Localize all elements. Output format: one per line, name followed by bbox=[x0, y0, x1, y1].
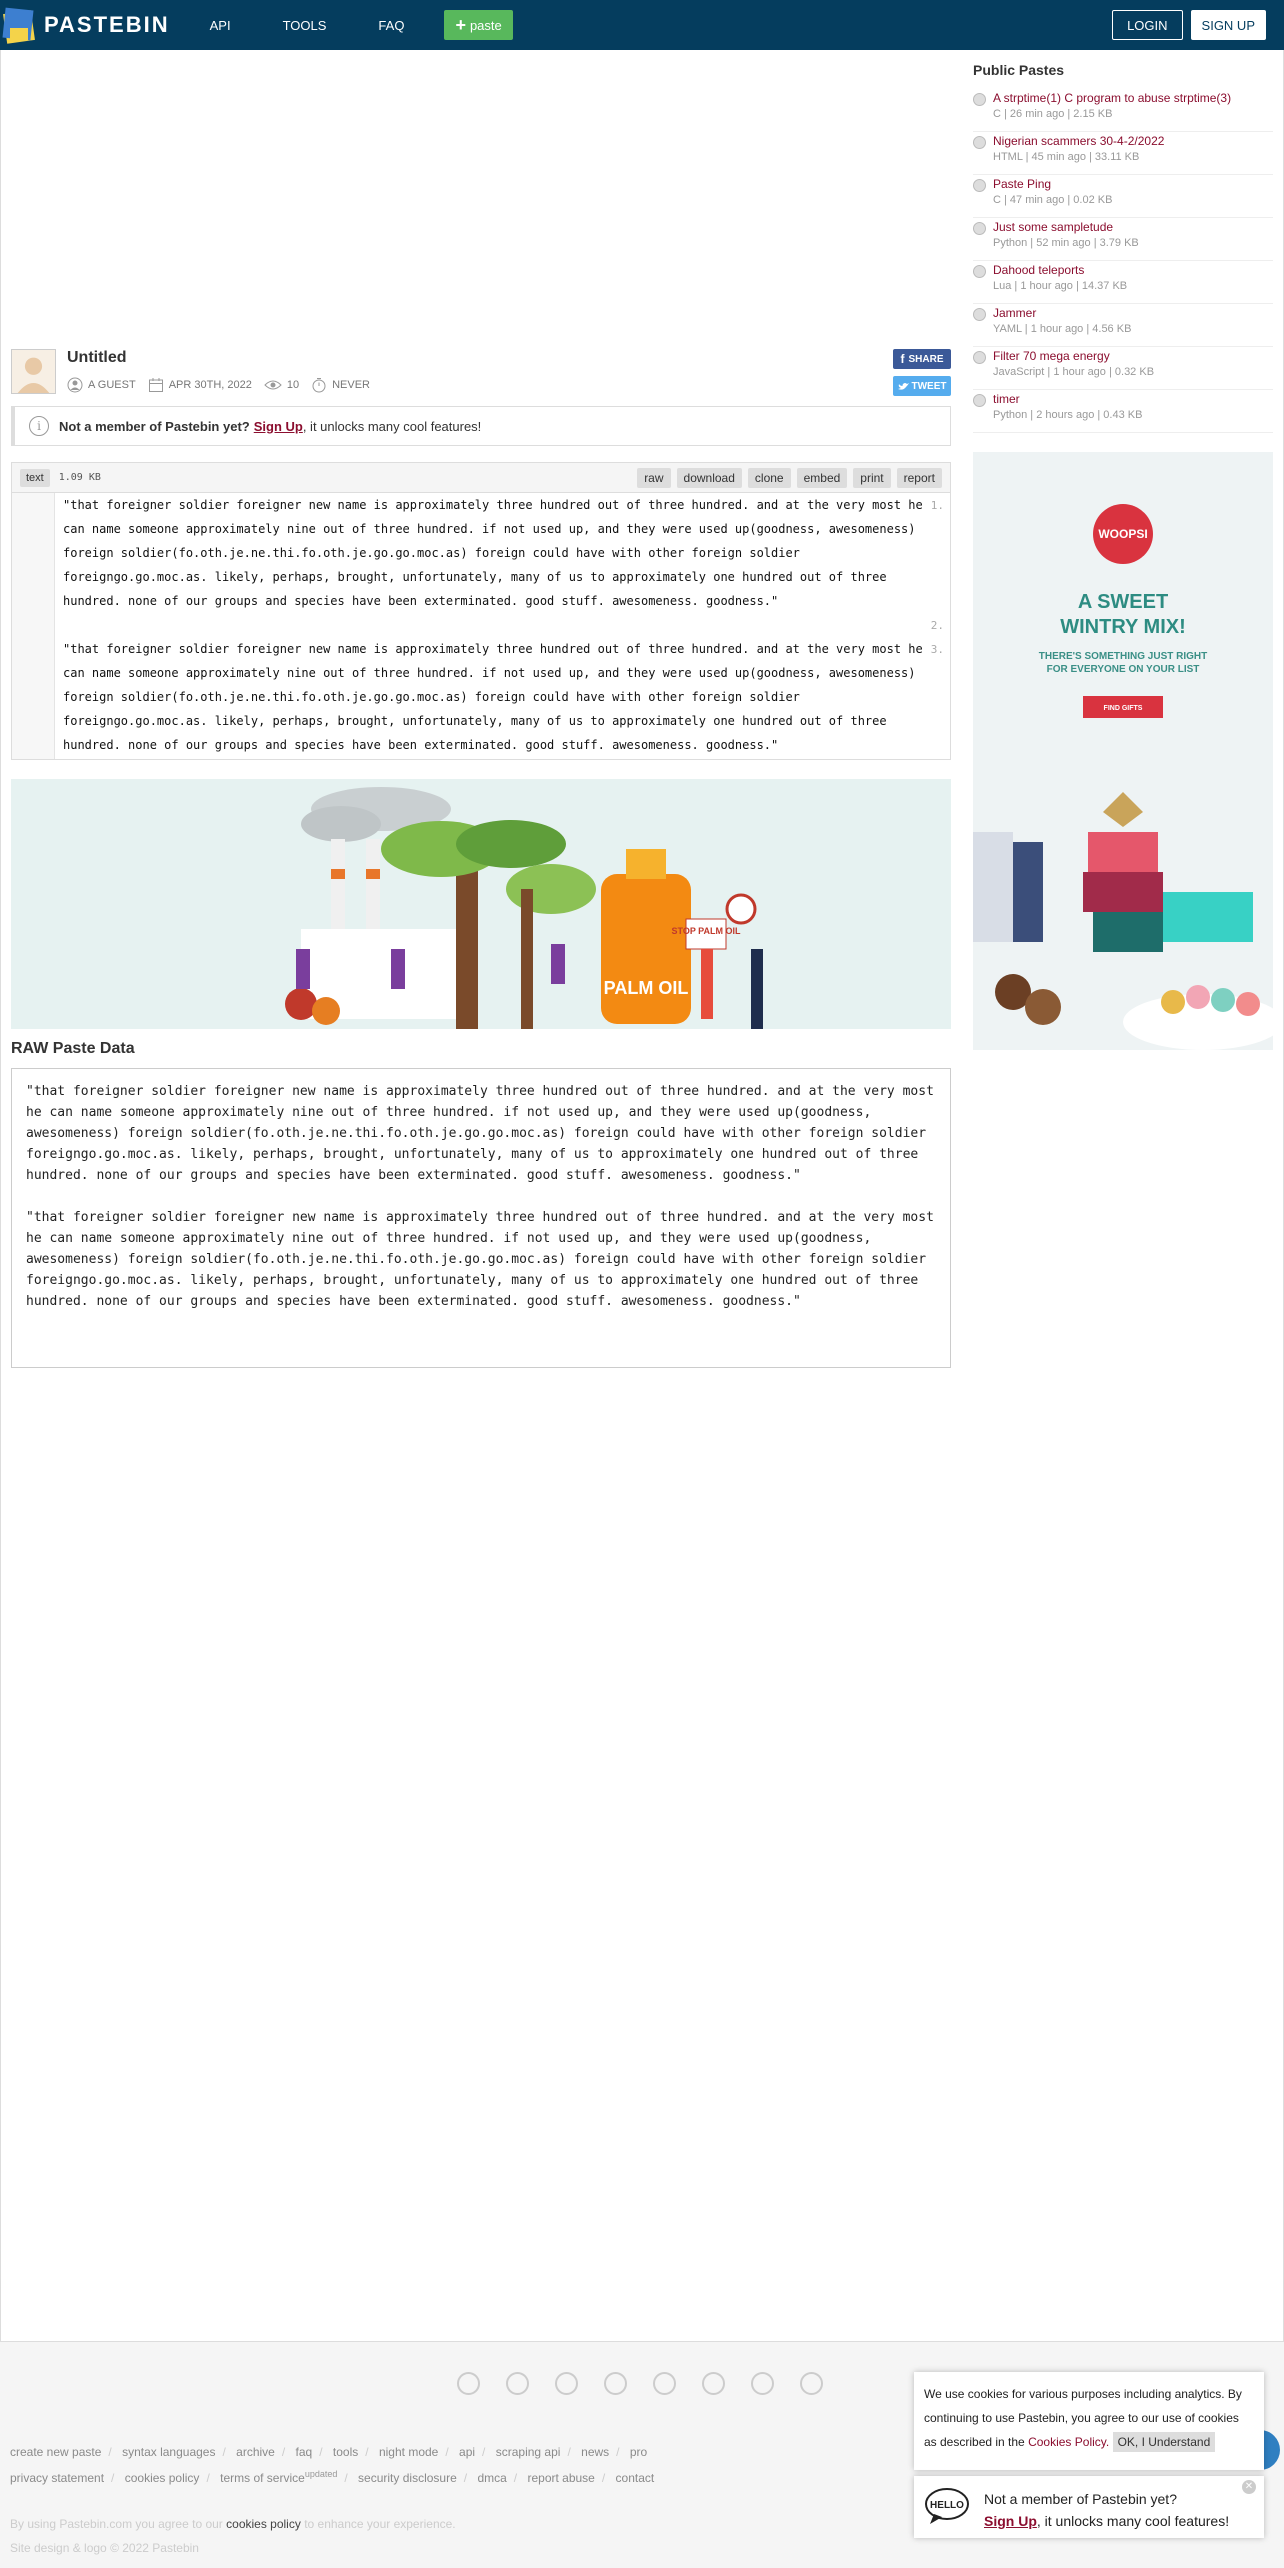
user-icon bbox=[67, 377, 83, 393]
public-pastes-list bbox=[973, 89, 1273, 433]
signup-popup bbox=[914, 2476, 1264, 2538]
logo-text: PASTEBIN bbox=[44, 12, 170, 37]
cookie-note-post: to enhance your experience. bbox=[304, 2517, 456, 2531]
ad-sub-2: FOR EVERYONE ON YOUR LIST bbox=[1046, 664, 1200, 675]
footer-links-secondary: privacy statement / cookies policy / terms of service$^{updated}$ / security disclosure / dmca / report abuse / contact bbox=[10, 2469, 655, 2485]
public-paste-link[interactable]: A strptime(1) C program to abuse strptime(3) bbox=[993, 91, 1232, 105]
footer-link[interactable]: syntax languages bbox=[122, 2445, 216, 2459]
tweet-label: TWEET bbox=[911, 380, 947, 392]
footer-link[interactable]: terms of service bbox=[220, 2471, 305, 2485]
code-body bbox=[12, 493, 950, 759]
globe-icon bbox=[973, 93, 986, 106]
new-paste-label: paste bbox=[469, 17, 502, 33]
protest-sign: STOP PALM OIL bbox=[671, 926, 741, 936]
paste-title: Untitled bbox=[67, 349, 127, 366]
ad-brand: WOOPSI bbox=[1098, 527, 1148, 541]
copyright: Site design & logo © 2022 Pastebin bbox=[10, 2541, 199, 2555]
notice-rest: , it unlocks many cool features! bbox=[302, 418, 482, 434]
signup-popup-line1: Not a member of Pastebin yet? bbox=[984, 2491, 1177, 2507]
new-paste-button[interactable] bbox=[444, 10, 512, 40]
paste-date: APR 30TH, 2022 bbox=[168, 379, 252, 391]
pastebin-logo-icon bbox=[2, 6, 36, 44]
signup-popup-link[interactable]: Sign Up bbox=[984, 2513, 1037, 2529]
public-paste-meta: C | 47 min ago | 0.02 KB bbox=[993, 194, 1113, 206]
twitter-icon bbox=[898, 382, 909, 391]
globe-icon bbox=[973, 179, 986, 192]
public-paste-link[interactable]: timer bbox=[993, 392, 1020, 406]
cookie-note bbox=[10, 2517, 456, 2531]
public-paste-meta: C | 26 min ago | 2.15 KB bbox=[993, 108, 1113, 120]
signup-button[interactable]: SIGN UP bbox=[1191, 10, 1266, 40]
signup-popup-rest: , it unlocks many cool features! bbox=[1036, 2513, 1230, 2529]
public-paste-meta: Python | 2 hours ago | 0.43 KB bbox=[993, 409, 1143, 421]
nav-faq[interactable]: FAQ bbox=[378, 17, 405, 33]
list-item bbox=[973, 218, 1273, 261]
ios-icon[interactable] bbox=[555, 2372, 578, 2395]
report-button[interactable]: report bbox=[897, 468, 942, 488]
list-item bbox=[973, 175, 1273, 218]
footer-link[interactable]: report abuse bbox=[527, 2471, 595, 2485]
globe-icon bbox=[973, 222, 986, 235]
raw-paragraph: "that foreigner soldier foreigner new name is approximately three hundred out of three hundred. and at the very most he can name someone approximately nine out of three hundred. if not used up, and they were used up(goodness, awesomeness) foreign soldier(fo.oth.je.ne.thi.fo.oth.je.go.go.moc.as) foreign could have with other foreign soldier foreigngo.go.moc.as. likely, perhaps, brought, unfortunately, many of us to approximately one hundred out of three hundred. none of our groups and species have been exterminated. good stuff. awesomeness. goodness." bbox=[26, 1084, 934, 1183]
bottle-label: PALM OIL bbox=[603, 978, 689, 998]
author-meta bbox=[67, 377, 136, 393]
footer-link[interactable]: create new paste bbox=[10, 2445, 102, 2459]
plus-icon: + bbox=[455, 15, 466, 35]
globe-icon bbox=[973, 136, 986, 149]
ad-sub-1: THERE'S SOMETHING JUST RIGHT bbox=[1038, 651, 1208, 662]
firefox-icon[interactable] bbox=[506, 2372, 529, 2395]
updated-badge: updated bbox=[304, 2469, 338, 2479]
embed-button[interactable]: embed bbox=[797, 468, 848, 488]
print-button[interactable]: print bbox=[853, 468, 890, 488]
cookie-note-link[interactable]: cookies policy bbox=[226, 2517, 301, 2531]
close-icon[interactable]: ✕ bbox=[1242, 2480, 1256, 2494]
hello-speech-bubble-icon bbox=[924, 2486, 970, 2526]
footer-link[interactable]: pro bbox=[629, 2445, 648, 2459]
sidebar-advertisement[interactable] bbox=[973, 452, 1273, 1050]
cookie-accept-button[interactable]: OK, I Understand bbox=[1113, 2432, 1216, 2452]
palm-oil-banner[interactable] bbox=[11, 779, 951, 1029]
code-viewer bbox=[11, 462, 951, 760]
main-nav bbox=[210, 10, 513, 40]
line-number: 2. bbox=[930, 619, 944, 632]
public-paste-link[interactable]: Jammer bbox=[993, 306, 1037, 320]
public-paste-link[interactable]: Nigerian scammers 30-4-2/2022 bbox=[993, 134, 1165, 148]
footer-link[interactable]: scraping api bbox=[495, 2445, 561, 2459]
list-item bbox=[973, 304, 1273, 347]
code-line: "that foreigner soldier foreigner new name is approximately three hundred out of three hundred. and at the very most he can name someone approximately nine out of three hundred. if not used up, and they were used up(goodness, awesomeness) foreign soldier(fo.oth.je.ne.thi.fo.oth.je.go.go.moc.as) foreign could have with other foreign soldier foreigngo.go.moc.as. likely, perhaps, brought, unfortunately, many of us to approximately one hundred out of three hundred. none of our groups and species have been exterminated. good stuff. awesomeness. goodness." bbox=[63, 498, 923, 608]
nav-tools[interactable]: TOOLS bbox=[282, 17, 327, 33]
public-pastes-title: Public Pastes bbox=[973, 62, 1065, 78]
code-line: "that foreigner soldier foreigner new name is approximately three hundred out of three hundred. and at the very most he can name someone approximately nine out of three hundred. if not used up, and they were used up(goodness, awesomeness) foreign soldier(fo.oth.je.ne.thi.fo.oth.je.go.go.moc.as) foreign could have with other foreign soldier foreigngo.go.moc.as. likely, perhaps, brought, unfortunately, many of us to approximately one hundred out of three hundred. none of our groups and species have been exterminated. good stuff. awesomeness. goodness." bbox=[63, 642, 923, 752]
footer-link[interactable]: security disclosure bbox=[358, 2471, 457, 2485]
share-label: SHARE bbox=[908, 353, 944, 365]
footer-link[interactable]: privacy statement bbox=[10, 2471, 105, 2485]
views-meta bbox=[264, 377, 299, 393]
signup-notice bbox=[11, 406, 951, 446]
paste-meta bbox=[67, 377, 382, 393]
unix-icon[interactable] bbox=[800, 2372, 823, 2395]
login-button[interactable]: LOGIN bbox=[1112, 10, 1182, 40]
public-paste-link[interactable]: Dahood teleports bbox=[993, 263, 1085, 277]
signup-popup-text bbox=[984, 2488, 1229, 2532]
footer-link[interactable]: archive bbox=[236, 2445, 275, 2459]
chrome-icon[interactable] bbox=[457, 2372, 480, 2395]
public-paste-link[interactable]: Filter 70 mega energy bbox=[993, 349, 1110, 363]
raw-data-title: RAW Paste Data bbox=[11, 1040, 135, 1057]
footer-link[interactable]: tools bbox=[332, 2445, 359, 2459]
ad-headline-2: WINTRY MIX! bbox=[1060, 616, 1186, 638]
date-meta bbox=[148, 377, 252, 393]
raw-button[interactable]: raw bbox=[637, 468, 670, 488]
line-gutter bbox=[12, 493, 55, 759]
public-paste-meta: Python | 52 min ago | 3.79 KB bbox=[993, 237, 1139, 249]
facebook-icon: f bbox=[900, 352, 905, 366]
hello-badge-text: HELLO bbox=[930, 2500, 964, 2511]
notice-signup-link[interactable]: Sign Up bbox=[253, 418, 303, 434]
guest-avatar bbox=[11, 349, 56, 394]
footer-link[interactable]: night mode bbox=[378, 2445, 439, 2459]
public-paste-meta: HTML | 45 min ago | 33.11 KB bbox=[993, 151, 1140, 163]
footer-links-primary: create new paste / syntax languages / archive / faq / tools / night mode / api / scraping api / news / pro bbox=[10, 2445, 648, 2459]
public-paste-meta: Lua | 1 hour ago | 14.37 KB bbox=[993, 280, 1128, 292]
app-icons bbox=[457, 2372, 823, 2395]
list-item bbox=[973, 390, 1273, 433]
paste-size: 1.09 KB bbox=[58, 472, 101, 483]
opera-icon[interactable] bbox=[751, 2372, 774, 2395]
raw-data-textarea[interactable] bbox=[11, 1068, 951, 1368]
top-header bbox=[0, 0, 1284, 50]
paste-expiry: NEVER bbox=[332, 379, 370, 391]
globe-icon bbox=[973, 351, 986, 364]
paste-views: 10 bbox=[286, 379, 300, 391]
cookie-note-pre: By using Pastebin.com you agree to our bbox=[10, 2517, 223, 2531]
globe-icon bbox=[973, 308, 986, 321]
logo[interactable] bbox=[0, 0, 170, 50]
raw-paragraph: "that foreigner soldier foreigner new name is approximately three hundred out of three hundred. and at the very most he can name someone approximately nine out of three hundred. if not used up, and they were used up(goodness, awesomeness) foreign soldier(fo.oth.je.ne.thi.fo.oth.je.go.go.moc.as) foreign could have with other foreign soldier foreigngo.go.moc.as. likely, perhaps, brought, unfortunately, many of us to approximately one hundred out of three hundred. none of our groups and species have been exterminated. good stuff. awesomeness. goodness." bbox=[26, 1210, 934, 1309]
syntax-tag[interactable]: text bbox=[20, 469, 50, 487]
nav-api[interactable]: API bbox=[209, 17, 231, 33]
list-item bbox=[973, 89, 1273, 132]
public-paste-link[interactable]: Paste Ping bbox=[993, 177, 1052, 191]
list-item bbox=[973, 132, 1273, 175]
notice-bold: Not a member of Pastebin yet? bbox=[59, 418, 250, 434]
footer-link[interactable]: dmca bbox=[477, 2471, 507, 2485]
paste-author[interactable]: A GUEST bbox=[88, 379, 136, 391]
cookies-policy-link[interactable]: Cookies Policy. bbox=[1028, 2435, 1110, 2449]
list-item bbox=[973, 261, 1273, 304]
download-button[interactable]: download bbox=[677, 468, 742, 488]
tweet-button[interactable] bbox=[893, 376, 951, 396]
footer-link[interactable]: news bbox=[581, 2445, 610, 2459]
facebook-share-button[interactable] bbox=[893, 349, 951, 369]
public-paste-meta: YAML | 1 hour ago | 4.56 KB bbox=[993, 323, 1132, 335]
globe-icon bbox=[973, 394, 986, 407]
footer-link[interactable]: api bbox=[459, 2445, 476, 2459]
calendar-icon bbox=[148, 377, 164, 393]
windows-icon[interactable] bbox=[604, 2372, 627, 2395]
code-toolbar bbox=[12, 463, 950, 493]
expiry-meta bbox=[311, 377, 370, 393]
line-number: 1. bbox=[930, 499, 944, 512]
palm-oil-illustration bbox=[11, 779, 951, 1029]
paste-header bbox=[11, 347, 951, 399]
timer-icon bbox=[311, 377, 327, 393]
ad-artwork bbox=[973, 452, 1273, 1050]
info-icon: i bbox=[29, 416, 49, 436]
ad-headline-1: A SWEET bbox=[1077, 591, 1169, 613]
footer-link[interactable]: contact bbox=[615, 2471, 655, 2485]
footer-link[interactable]: faq bbox=[295, 2445, 313, 2459]
public-paste-meta: JavaScript | 1 hour ago | 0.32 KB bbox=[993, 366, 1155, 378]
public-paste-link[interactable]: Just some sampletude bbox=[993, 220, 1114, 234]
eye-icon bbox=[264, 377, 282, 393]
ad-cta: FIND GIFTS bbox=[1103, 705, 1143, 712]
line-number: 3. bbox=[930, 643, 944, 656]
list-item bbox=[973, 347, 1273, 390]
cookie-consent-popup bbox=[914, 2372, 1264, 2470]
globe-icon bbox=[973, 265, 986, 278]
android-icon[interactable] bbox=[653, 2372, 676, 2395]
footer-link[interactable]: cookies policy bbox=[124, 2471, 200, 2485]
cookie-text: We use cookies for various purposes including analytics. By continuing to use Pastebin, you agree to our use of cookies as described in the bbox=[924, 2387, 1242, 2449]
mac-icon[interactable] bbox=[702, 2372, 725, 2395]
clone-button[interactable]: clone bbox=[748, 468, 791, 488]
